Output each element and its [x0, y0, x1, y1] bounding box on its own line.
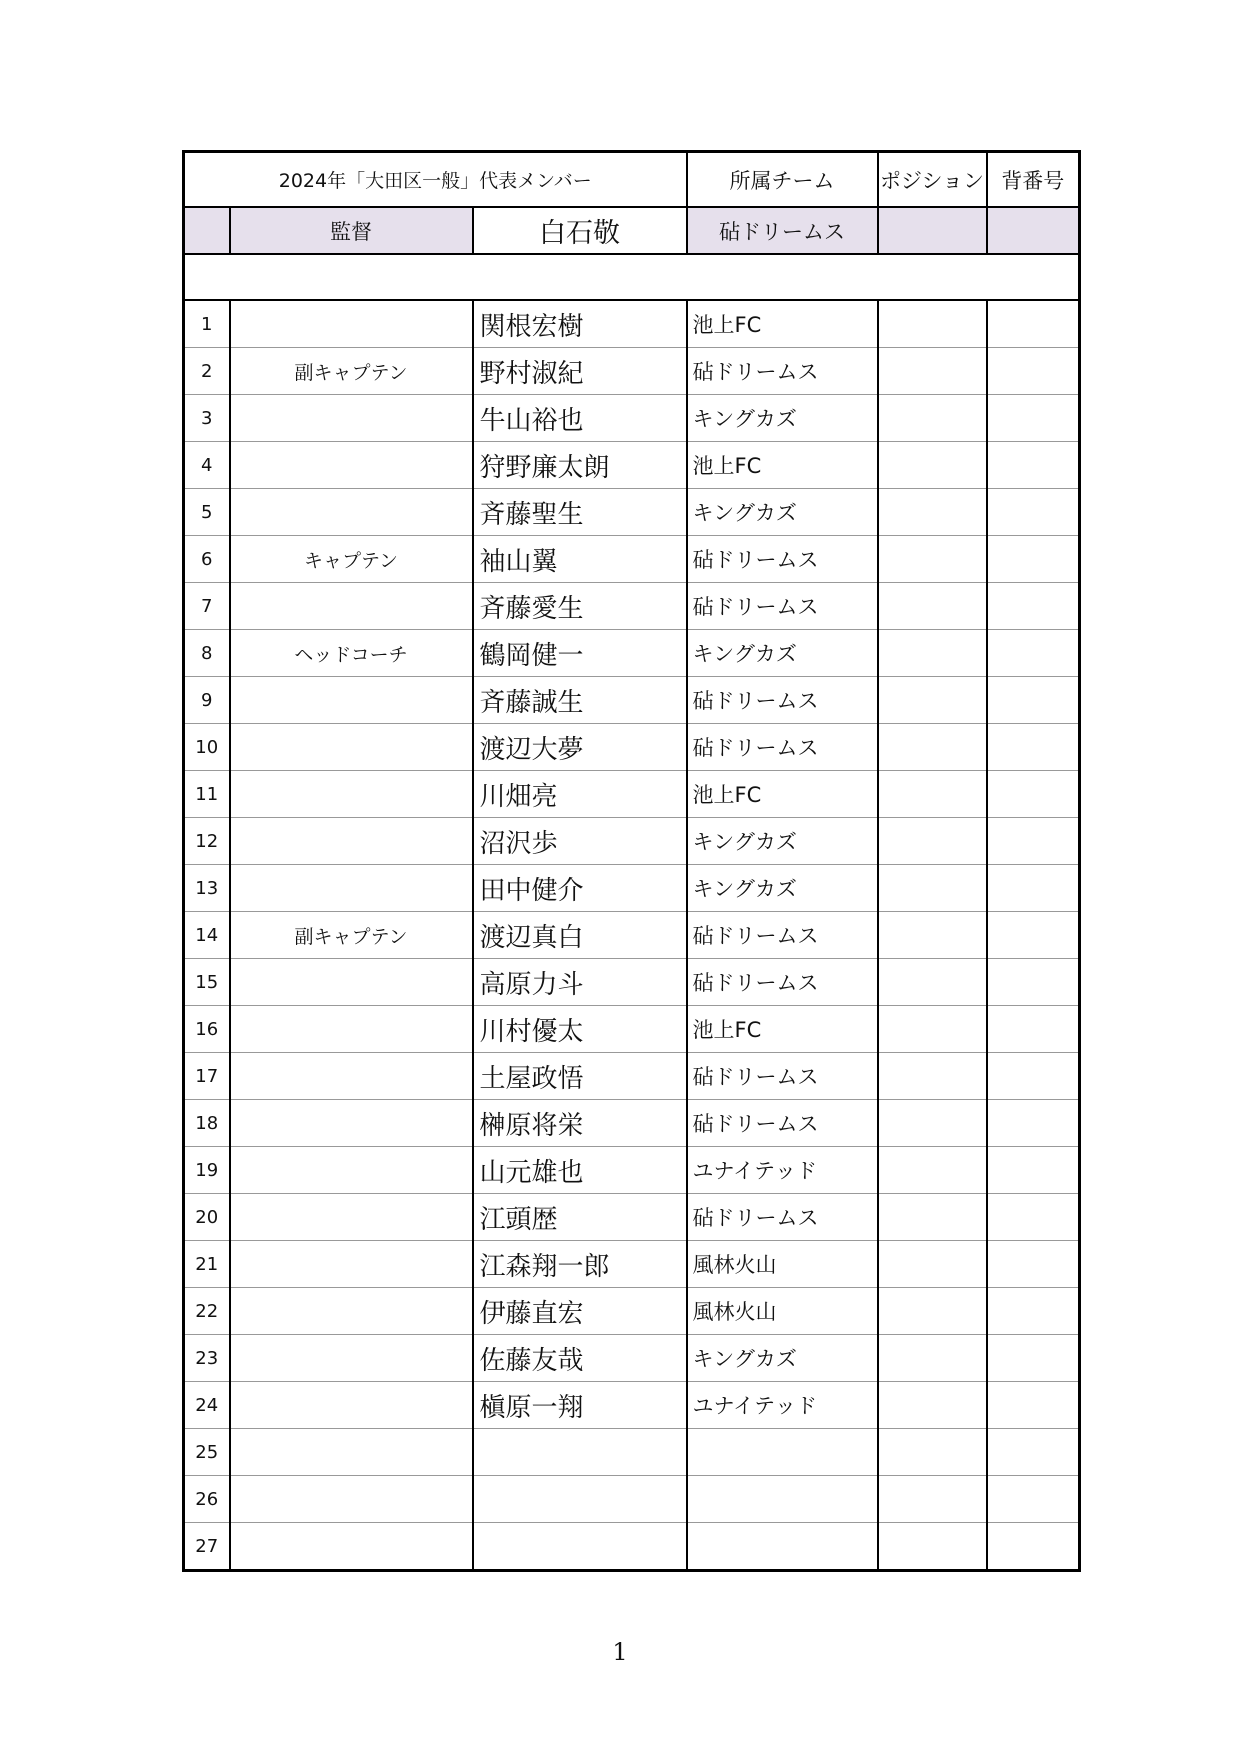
- player-name: 江森翔一郎: [473, 1241, 687, 1288]
- player-name: 高原力斗: [473, 959, 687, 1006]
- player-position: [878, 489, 987, 536]
- player-role: [230, 865, 473, 912]
- player-position: [878, 1194, 987, 1241]
- player-jersey-number: [987, 583, 1080, 630]
- player-name: [473, 1429, 687, 1476]
- player-team: 砧ドリームス: [687, 1100, 878, 1147]
- player-role: [230, 583, 473, 630]
- player-role: [230, 1147, 473, 1194]
- player-team: 風林火山: [687, 1241, 878, 1288]
- player-jersey-number: [987, 1147, 1080, 1194]
- player-number: 12: [184, 818, 230, 865]
- player-jersey-number: [987, 1288, 1080, 1335]
- player-number: 2: [184, 348, 230, 395]
- player-number: 27: [184, 1523, 230, 1571]
- player-jersey-number: [987, 536, 1080, 583]
- player-team: ユナイテッド: [687, 1147, 878, 1194]
- player-number: 6: [184, 536, 230, 583]
- player-row: [184, 1053, 1080, 1100]
- player-row: [184, 1429, 1080, 1476]
- player-position: [878, 1288, 987, 1335]
- player-row: [184, 1382, 1080, 1429]
- player-name: 斉藤誠生: [473, 677, 687, 724]
- coach-name: 白石敬: [473, 207, 687, 254]
- player-jersey-number: [987, 395, 1080, 442]
- player-team: キングカズ: [687, 818, 878, 865]
- player-jersey-number: [987, 1382, 1080, 1429]
- team-column-header: 所属チーム: [687, 152, 878, 208]
- player-name: 斉藤聖生: [473, 489, 687, 536]
- player-jersey-number: [987, 771, 1080, 818]
- player-name: 渡辺大夢: [473, 724, 687, 771]
- player-row: [184, 959, 1080, 1006]
- player-row: [184, 1335, 1080, 1382]
- player-position: [878, 1241, 987, 1288]
- player-name: [473, 1523, 687, 1571]
- player-team: キングカズ: [687, 630, 878, 677]
- player-role: [230, 818, 473, 865]
- player-position: [878, 395, 987, 442]
- player-jersey-number: [987, 300, 1080, 348]
- player-position: [878, 300, 987, 348]
- player-jersey-number: [987, 630, 1080, 677]
- player-position: [878, 724, 987, 771]
- player-position: [878, 1382, 987, 1429]
- player-row: [184, 818, 1080, 865]
- player-name: 鶴岡健一: [473, 630, 687, 677]
- player-team: 砧ドリームス: [687, 1053, 878, 1100]
- player-position: [878, 536, 987, 583]
- player-number: 19: [184, 1147, 230, 1194]
- player-row: [184, 1241, 1080, 1288]
- player-name: 川畑亮: [473, 771, 687, 818]
- player-number: 18: [184, 1100, 230, 1147]
- player-role: [230, 395, 473, 442]
- player-role: 副キャプテン: [230, 912, 473, 959]
- player-number: 15: [184, 959, 230, 1006]
- coach-row: [184, 207, 1080, 254]
- player-role: [230, 724, 473, 771]
- player-name: 袖山翼: [473, 536, 687, 583]
- player-position: [878, 348, 987, 395]
- player-jersey-number: [987, 865, 1080, 912]
- player-role: [230, 1476, 473, 1523]
- player-team: 風林火山: [687, 1288, 878, 1335]
- player-number: 8: [184, 630, 230, 677]
- player-position: [878, 818, 987, 865]
- player-row: [184, 1194, 1080, 1241]
- player-position: [878, 1006, 987, 1053]
- player-row: [184, 865, 1080, 912]
- coach-label: 監督: [230, 207, 473, 254]
- player-number: 25: [184, 1429, 230, 1476]
- player-row: [184, 724, 1080, 771]
- player-team: 砧ドリームス: [687, 912, 878, 959]
- player-position: [878, 1523, 987, 1571]
- player-team: 砧ドリームス: [687, 536, 878, 583]
- player-jersey-number: [987, 1006, 1080, 1053]
- player-jersey-number: [987, 442, 1080, 489]
- player-row: [184, 771, 1080, 818]
- player-position: [878, 583, 987, 630]
- player-team: 砧ドリームス: [687, 1194, 878, 1241]
- player-position: [878, 959, 987, 1006]
- player-number: 22: [184, 1288, 230, 1335]
- player-jersey-number: [987, 724, 1080, 771]
- player-role: [230, 1429, 473, 1476]
- player-role: [230, 1053, 473, 1100]
- player-number: 9: [184, 677, 230, 724]
- player-number: 4: [184, 442, 230, 489]
- player-position: [878, 912, 987, 959]
- player-position: [878, 442, 987, 489]
- player-name: 狩野廉太朗: [473, 442, 687, 489]
- player-name: 沼沢歩: [473, 818, 687, 865]
- player-role: [230, 1241, 473, 1288]
- player-row: [184, 536, 1080, 583]
- player-number: 11: [184, 771, 230, 818]
- header-row: [184, 152, 1080, 208]
- player-jersey-number: [987, 1194, 1080, 1241]
- spacer-row: [184, 254, 1080, 300]
- player-team: [687, 1476, 878, 1523]
- player-role: [230, 489, 473, 536]
- player-role: ヘッドコーチ: [230, 630, 473, 677]
- player-number: 16: [184, 1006, 230, 1053]
- player-name: 渡辺真白: [473, 912, 687, 959]
- player-row: [184, 1147, 1080, 1194]
- player-row: [184, 1100, 1080, 1147]
- player-row: [184, 912, 1080, 959]
- player-team: キングカズ: [687, 865, 878, 912]
- player-number: 10: [184, 724, 230, 771]
- position-column-header: ポジション: [878, 152, 987, 208]
- coach-no-cell: [184, 207, 230, 254]
- player-jersey-number: [987, 1476, 1080, 1523]
- player-row: [184, 583, 1080, 630]
- player-position: [878, 1476, 987, 1523]
- player-team: ユナイテッド: [687, 1382, 878, 1429]
- player-role: [230, 1194, 473, 1241]
- player-team: キングカズ: [687, 489, 878, 536]
- player-role: [230, 1006, 473, 1053]
- player-jersey-number: [987, 1100, 1080, 1147]
- player-row: [184, 395, 1080, 442]
- player-team: キングカズ: [687, 1335, 878, 1382]
- player-row: [184, 300, 1080, 348]
- player-row: [184, 442, 1080, 489]
- player-number: 20: [184, 1194, 230, 1241]
- roster-title: 2024年「大田区一般」代表メンバー: [184, 152, 687, 208]
- player-name: 土屋政悟: [473, 1053, 687, 1100]
- player-name: 牛山裕也: [473, 395, 687, 442]
- player-position: [878, 677, 987, 724]
- spacer-cell: [184, 254, 1080, 300]
- player-role: [230, 1382, 473, 1429]
- player-role: [230, 1335, 473, 1382]
- player-name: 関根宏樹: [473, 300, 687, 348]
- player-name: [473, 1476, 687, 1523]
- player-team: [687, 1429, 878, 1476]
- player-role: [230, 1288, 473, 1335]
- player-row: [184, 630, 1080, 677]
- player-team: 砧ドリームス: [687, 724, 878, 771]
- player-name: 山元雄也: [473, 1147, 687, 1194]
- coach-position-cell: [878, 207, 987, 254]
- player-number: 17: [184, 1053, 230, 1100]
- player-jersey-number: [987, 1523, 1080, 1571]
- player-team: 池上FC: [687, 1006, 878, 1053]
- player-position: [878, 1335, 987, 1382]
- player-jersey-number: [987, 818, 1080, 865]
- player-jersey-number: [987, 348, 1080, 395]
- coach-number-cell: [987, 207, 1080, 254]
- player-number: 23: [184, 1335, 230, 1382]
- player-row: [184, 489, 1080, 536]
- player-role: [230, 677, 473, 724]
- player-team: 池上FC: [687, 442, 878, 489]
- player-number: 24: [184, 1382, 230, 1429]
- player-team: 砧ドリームス: [687, 583, 878, 630]
- player-position: [878, 865, 987, 912]
- player-number: 3: [184, 395, 230, 442]
- player-row: [184, 348, 1080, 395]
- player-jersey-number: [987, 677, 1080, 724]
- player-role: [230, 1523, 473, 1571]
- player-position: [878, 630, 987, 677]
- player-jersey-number: [987, 489, 1080, 536]
- player-number: 13: [184, 865, 230, 912]
- player-team: 砧ドリームス: [687, 959, 878, 1006]
- player-role: 副キャプテン: [230, 348, 473, 395]
- page-number: 1: [612, 1638, 628, 1666]
- coach-team: 砧ドリームス: [687, 207, 878, 254]
- player-row: [184, 1476, 1080, 1523]
- player-jersey-number: [987, 1429, 1080, 1476]
- player-number: 26: [184, 1476, 230, 1523]
- player-role: [230, 300, 473, 348]
- player-row: [184, 1006, 1080, 1053]
- player-number: 7: [184, 583, 230, 630]
- player-team: 砧ドリームス: [687, 348, 878, 395]
- number-column-header: 背番号: [987, 152, 1080, 208]
- player-jersey-number: [987, 1335, 1080, 1382]
- player-name: 佐藤友哉: [473, 1335, 687, 1382]
- player-number: 5: [184, 489, 230, 536]
- player-name: 槇原一翔: [473, 1382, 687, 1429]
- player-role: [230, 771, 473, 818]
- player-row: [184, 677, 1080, 724]
- player-position: [878, 1429, 987, 1476]
- player-name: 野村淑紀: [473, 348, 687, 395]
- player-jersey-number: [987, 959, 1080, 1006]
- player-role: [230, 442, 473, 489]
- player-name: 伊藤直宏: [473, 1288, 687, 1335]
- player-jersey-number: [987, 1053, 1080, 1100]
- player-team: 砧ドリームス: [687, 677, 878, 724]
- roster-table: [182, 150, 1081, 1572]
- player-position: [878, 1147, 987, 1194]
- player-row: [184, 1523, 1080, 1571]
- player-number: 21: [184, 1241, 230, 1288]
- player-team: 池上FC: [687, 771, 878, 818]
- player-role: キャプテン: [230, 536, 473, 583]
- player-name: 榊原将栄: [473, 1100, 687, 1147]
- player-role: [230, 1100, 473, 1147]
- player-jersey-number: [987, 912, 1080, 959]
- player-team: 池上FC: [687, 300, 878, 348]
- player-position: [878, 771, 987, 818]
- player-team: [687, 1523, 878, 1571]
- player-position: [878, 1100, 987, 1147]
- player-name: 江頭歴: [473, 1194, 687, 1241]
- player-name: 斉藤愛生: [473, 583, 687, 630]
- player-position: [878, 1053, 987, 1100]
- player-name: 川村優太: [473, 1006, 687, 1053]
- player-number: 14: [184, 912, 230, 959]
- player-row: [184, 1288, 1080, 1335]
- player-role: [230, 959, 473, 1006]
- player-jersey-number: [987, 1241, 1080, 1288]
- player-name: 田中健介: [473, 865, 687, 912]
- player-number: 1: [184, 300, 230, 348]
- player-team: キングカズ: [687, 395, 878, 442]
